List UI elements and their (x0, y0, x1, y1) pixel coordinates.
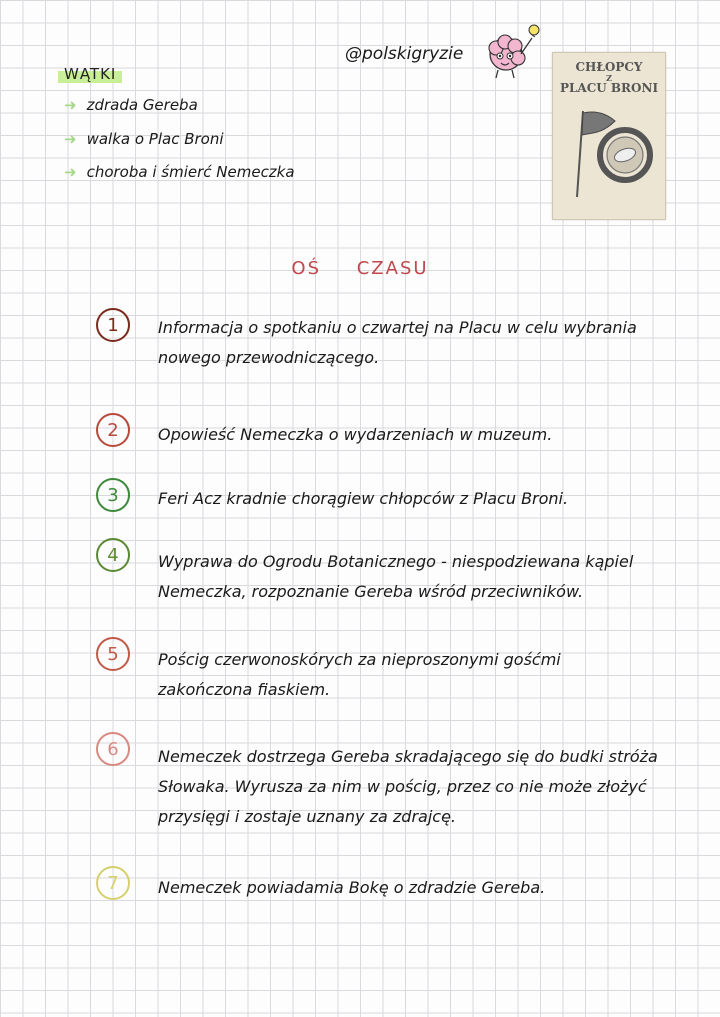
arrow-icon: ➜ (64, 163, 77, 181)
timeline-event-text-6: Nemeczek dostrzega Gereba skradającego się do budki stróża Słowaka. Wyrusza za nim w pościg, przez co nie może złożyć przysięgi i zostaje uznany za zdrajcę. (158, 747, 658, 826)
book-title-line2: PLACU BRONI (559, 81, 659, 95)
timeline-number-2: 2 (96, 413, 130, 447)
thread-text: walka o Plac Broni (86, 130, 224, 148)
thread-text: zdrada Gereba (86, 96, 198, 114)
threads-heading: WĄTKI (58, 64, 122, 84)
timeline-number-3: 3 (96, 478, 130, 512)
flag-and-badge-illustration (553, 103, 665, 219)
timeline-number-4: 4 (96, 538, 130, 572)
timeline-event-text-4: Wyprawa do Ogrodu Botanicznego - niespodziewana kąpiel Nemeczka, rozpoznanie Gereba wśród przeciwników. (158, 552, 634, 601)
timeline-event-text-1: Informacja o spotkaniu o czwartej na Placu w celu wybrania nowego przewodniczącego. (158, 318, 637, 367)
timeline-event-text-2: Opowieść Nemeczka o wydarzeniach w muzeum. (158, 425, 553, 444)
timeline-number-1: 1 (96, 308, 130, 342)
timeline-number-6: 6 (96, 732, 130, 766)
book-title (553, 61, 665, 95)
book-cover (552, 52, 666, 220)
thread-text: choroba i śmierć Nemeczka (86, 163, 295, 181)
book-title-z: Z (606, 73, 612, 83)
timeline-event-text-3: Feri Acz kradnie chorągiew chłopców z Placu Broni. (158, 489, 569, 508)
thread-item (64, 96, 198, 114)
timeline-number-7: 7 (96, 866, 130, 900)
author-handle: @polskigryzie (345, 44, 464, 64)
arrow-icon: ➜ (64, 130, 77, 148)
arrow-icon: ➜ (64, 96, 77, 114)
brain-mascot-icon (480, 20, 540, 82)
timeline-title: OŚ CZASU (291, 258, 429, 279)
timeline-event-text-5: Pościg czerwonoskórych za nieproszonymi gośćmi zakończona fiaskiem. (158, 650, 561, 699)
book-title-line1: CHŁOPCY (575, 60, 643, 74)
thread-item (64, 163, 295, 181)
timeline-event-text-7: Nemeczek powiadamia Bokę o zdradzie Gereba. (158, 878, 546, 897)
timeline-number-5: 5 (96, 637, 130, 671)
thread-item (64, 130, 224, 148)
